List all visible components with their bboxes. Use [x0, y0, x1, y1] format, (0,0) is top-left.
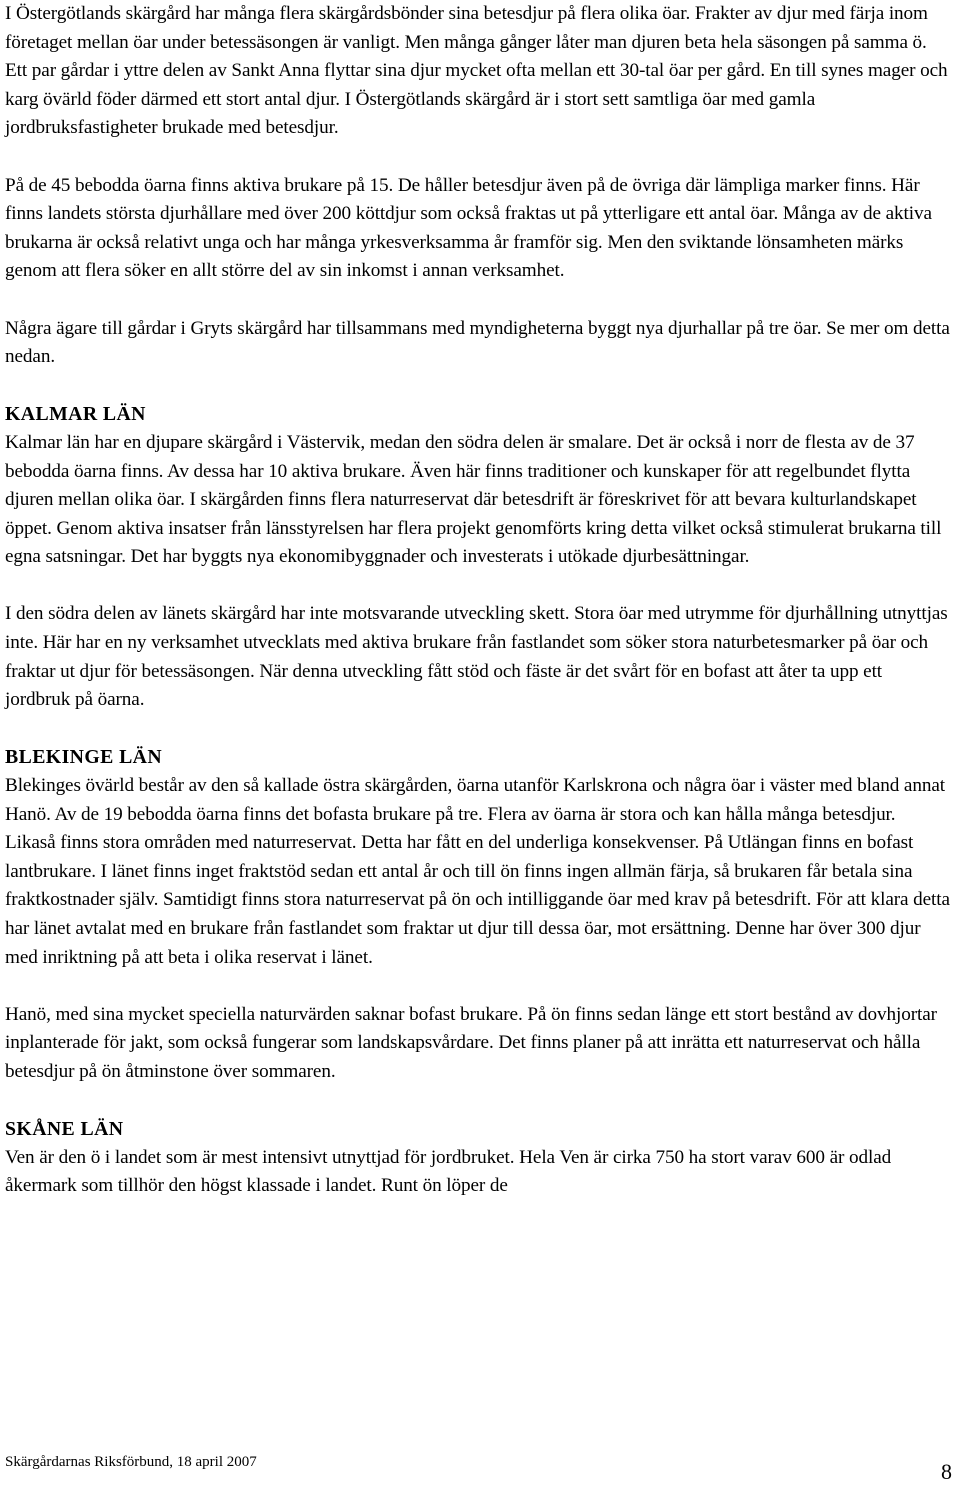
paragraph-kalmar-soder: I den södra delen av länets skärgård har inte motsvarande utveckling skett. Stora öar med utrymme för djurhållning utnyttjas inte. Här har en ny verksamhet utvecklats med aktiva brukare från fastlandet som söker stora naturbetesmarker på öar och fraktar ut djur för betessäsongen. När denna utveckling fått stöd och fäste är det svårt för en bofast att åter ta upp ett jordbruk på öarna. [5, 603, 948, 711]
footer-text: Skärgårdarnas Riksförbund, 18 april 2007 [5, 1454, 257, 1470]
paragraph-hano: Hanö, med sina mycket speciella naturvärden saknar bofast brukare. På ön finns sedan länge ett stort bestånd av dovhjortar inplanterade för jakt, som också fungerar som landskapsvårdare. Det finns planer på att inrätta ett naturreservat och hålla betesdjur på ön åtminstone över sommaren. [5, 1003, 937, 1082]
page-number: 8 [941, 1459, 952, 1484]
heading-skane-lan: SKÅNE LÄN [5, 1118, 124, 1141]
paragraph-ostergotland-brukare: På de 45 bebodda öarna finns aktiva brukare på 15. De håller betesdjur även på de övriga där lämpliga marker finns. Här finns landets största djurhållare med över 200 köttdjur som också fraktas ut på ytterligare ett antal öar. Många av de aktiva brukarna är också relativt unga och har många yrkesverksamma år framför sig. Men den sviktande lönsamheten märks genom att flera söker en allt större del av sin inkomst i annan verksamhet. [5, 174, 932, 282]
paragraph-kalmar-norr: Kalmar län har en djupare skärgård i Västervik, medan den södra delen är smalare. Det är också i norr de flesta av de 37 bebodda öarna finns. Av dessa har 10 aktiva brukare. Även här finns traditioner och kunskaper för att regelbundet flytta djuren mellan olika öar. I skärgården finns flera naturreservat där betesdrift är föreskrivet för att bevara kulturlandskapet öppet. Genom aktiva insatser från länsstyrelsen har flera projekt genomförts kring detta vilket också stimulerat brukarna till egna satsningar. Det har byggts nya ekonomibyggnader och investerats i utökade djurbesättningar. [5, 431, 942, 568]
heading-kalmar-lan: KALMAR LÄN [5, 403, 146, 426]
heading-blekinge-lan: BLEKINGE LÄN [5, 746, 163, 769]
paragraph-gryt-djurhallar: Några ägare till gårdar i Gryts skärgård har tillsammans med myndigheterna byggt nya djurhallar på tre öar. Se mer om detta nedan. [5, 317, 950, 368]
paragraph-ostergotland-intro: I Östergötlands skärgård har många flera skärgårdsbönder sina betesdjur på flera olika öar. Frakter av djur med färja inom företaget mellan öar under betessäsongen är vanligt. Men många gånger låter man djuren beta hela säsongen på samma ö. Ett par gårdar i yttre delen av Sankt Anna flyttar sina djur mycket ofta mellan ett 30-tal öar per gård. En till synes mager och karg övärld föder därmed ett stort antal djur. I Östergötlands skärgård är i stort sett samtliga öar med gamla jordbruksfastigheter brukade med betesdjur. [5, 3, 948, 139]
paragraph-blekinge-ovarld: Blekinges övärld består av den så kallade östra skärgården, öarna utanför Karlskrona och några öar i väster med bland annat Hanö. Av de 19 bebodda öarna finns det bofasta brukare på tre. Flera av öarna är stora och kan hålla många betesdjur. Likaså finns stora områden med naturreservat. Detta har fått en del underliga konsekvenser. På Utlängan finns en bofast lantbrukare. I länet finns inget fraktstöd sedan ett antal år och till ön finns ingen allmän färja, så brukaren får betala sina fraktkostnader själv. Samtidigt finns stora naturreservat på ön och intilliggande öar med krav på betesdrift. För att klara detta har länet avtalat med en brukare från fastlandet som fraktar ut djur till dessa öar, mot ersättning. Denne har över 300 djur med inriktning på att beta i olika reservat i länet. [5, 775, 950, 968]
document-body [5, 0, 950, 1201]
paragraph-ven: Ven är den ö i landet som är mest intensivt utnyttjad för jordbruket. Hela Ven är cirka 750 ha stort varav 600 är odlad åkermark som tillhör den högst klassade i landet. Runt ön löper de [5, 1146, 892, 1197]
